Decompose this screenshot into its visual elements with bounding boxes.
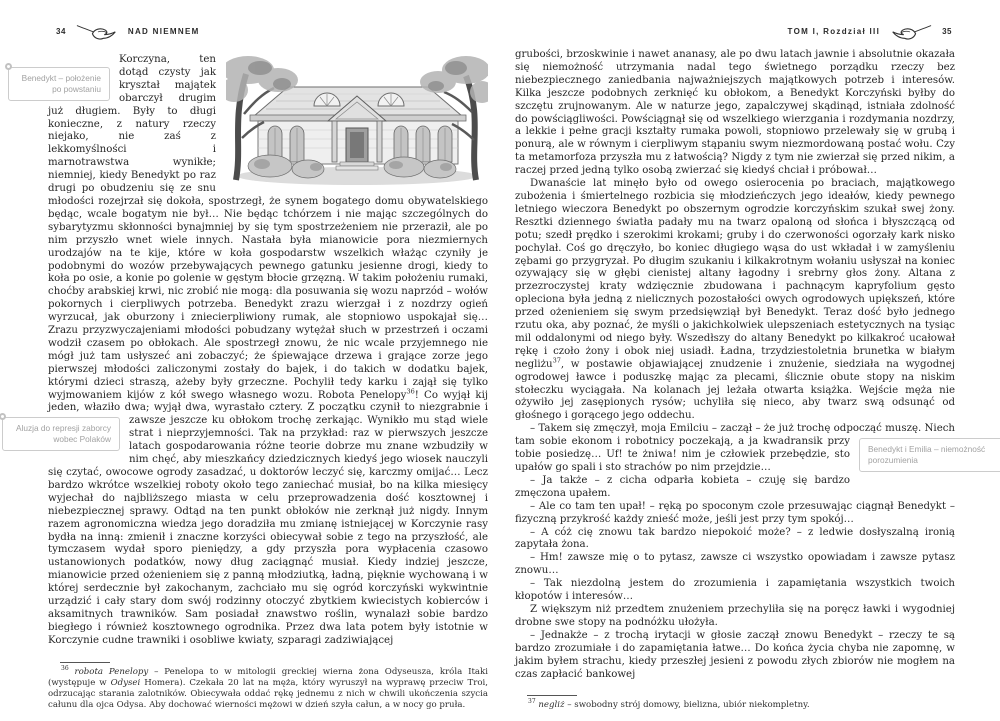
margin-note-label: Benedykt i Emilia – niemożność porozumienia [868, 444, 986, 466]
footnote-text: – swobodny strój domowy, bielizna, ubiór niekompletny. [564, 700, 810, 711]
body-text-segment: ! Co wyjął kij jeden, właziło dwa; wyjął dwa, wyrastało cztery. Z początku czynił to niezgrabnie i zawsze jeszcze ku obłokom trochę [48, 389, 488, 427]
footnote-marker: 36 [61, 664, 69, 672]
dialogue-paragraph: – Ale co tam ten upał! – ręką po spoconym czole przesuwając ciągnął Benedykt – fizyczną przykrość każdy znieść może, jeśli jest przy tym spokój… [515, 500, 955, 525]
left-running-head [56, 20, 200, 42]
margin-note-repression-allusion[interactable] [2, 417, 120, 451]
manor-house-illustration [226, 54, 488, 187]
dialogue-paragraph: – Ja także – z cicha odparła kobieta – czuję się bardzo zmęczona upałem. [515, 474, 850, 499]
left-footnote [48, 662, 488, 711]
footnote-marker: 37 [528, 698, 536, 706]
margin-note-benedykt-emilia[interactable] [859, 438, 1000, 472]
body-text-segment: , w postawie objawiającej znudzenie i znużenie, siedziała na wygodnej ogrodowej ławce i poduszkę mając za plecami, ślicznie obute stopy na niskim stołeczku wyciągała. Na kolanach jej leżała otwarta książka. Wejście męża nie ożywiło jej zasępionych rysów; uchyliła się nieco, aby twarz swą odsunąć od głośnego i gorącego jego oddechu. [515, 358, 955, 422]
right-page-number: 35 [942, 26, 952, 36]
right-page-text-column [515, 49, 986, 711]
body-text-segment: – Takem się zmęczył, moja Emilciu – zaczął – że już trochę odpocząć muszę. Niech tam [515, 423, 955, 448]
narration-paragraph: Z większym niż przedtem znużeniem przechyliła się na poręcz ławki i wygodniej drobne swe stopy na podnóżku ułożyła. [515, 603, 955, 628]
body-text-segment: Korczyna, ten dotąd czysty jak kryształ majątek obarczył drugim już długiem. Były to długi konieczne, z natury rzeczy niejako, nie zaś z lekkomyślności i marnotrawstwa wynikłe; niemniej, kiedy Benedykt po raz drugi po obudzeniu się ze snu młodości rozejrzał się dokoła, spostrzegł, że synem bogatego domu obywatelskiego będąc, wcale bogatym nie był… Nie będąc tchórzem i nie mając szczególnych do sybarytyzmu skłonności bynajmniej by się tym spostrzeżeniem nie przeraził, ale po nim przyszło wnet wiele innych. Nastała była mianowicie pora niezmiernych urodzajów na te kije, które w koła gospodarstw wszelkich włażąc czyniły je podobnymi do wozów przebywających pewnego gatunku jesienne drogi, kiedy to koła po osie, a konie po golenie w gęstym błocie grzęzną. W takim położeniu rumaki, choćby arabskiej krwi, nic zrobić nie mogą: dla posuwania się wozu naprzód – wołów pokornych i cierpliwych potrzeba. Benedykt zrazu wierzgał i z nozdrzy ogień wyrzucał, jak oburzony i zniecierpliwiony rumak, ale stopniowo uspokajał się… Zrazu przyzwyczajeniami młodości pobudzany wytężał słuch w przestrzeń i oczami wodził czasem po obłokach. Ale spostrzegł znowu, że nic wcale przyjemnego nie mógł już tam usłyszeć ani zobaczyć; że śpiewające drzewa i grające zorze jego pierwszej młodości zaliczonymi zostały do bajek, i do takich w dodatku bajek, którymi dzieci straszą, ażeby były grzeczne. Pochylił tedy karku i zajął się tylko wyjmowaniem kijów z kół swego własnego wozu. Robota Penelopy [48, 54, 488, 401]
footnote-text: – Penelopa to w mitologii greckiej wierna żona Odyseusza, króla Itaki (występuje w [48, 666, 489, 688]
dialogue-paragraph: – Hm! zawsze mię o to pytasz, zawsze ci wszystko opowiadam i zawsze pytasz znowu… [515, 552, 955, 577]
footnote-work-title: Odysei [110, 677, 141, 688]
note-anchor-dot[interactable] [0, 413, 6, 420]
swallow-icon [76, 21, 118, 41]
left-running-title: NAD NIEMNEM [127, 26, 200, 36]
body-text-segment: zerkając. Wynikło mu stąd wiele strat i nieprzyjemności. Tak na przykład: raz w pierwszych jeszcze latach gospodarowania różne teorie dobrze mu znane wzbudziły w nim chęć, aby mieszkańcy dziedzicznych kiedyś jego wiosek nauczyli się czytać, owocowe ogrody zasadzać, u doktorów leczyć się, karczmy omijać… Lecz bardzo wkrótce wszelkiej roboty około tego zaniechać musiał, bo na kilka miesięcy wyjechał do najbliższego miasta w celu przeprowadzenia dość kosztownej i niebezpiecznej sprawy. Odtąd na ten punkt obłoków nie zerknął już nigdy. Innym razem agronomiczna wiedza jego doradziła mu zmianę istniejącej w Korczynie rasy bydła na inną: zmienił i znaczne korzyści obiecywał sobie z tego na przyszłość, ale tymczasem wydał sporo pieniędzy, a gdy przyszła pora wypłacenia czasowo ustanowionych podatków, nowy dług zaciągnąć musiał. Kiedy indziej jeszcze, mianowicie przed ożenieniem się z panną młodziutką, ładną, pięknie wychowaną i w której serdecznie był zakochanym, zachciało mu się ogród korczyński wykwintnie urządzić i cały stary dom swój rodzinny otoczyć zbytkiem kwiecistych kobierców i aksamitnych trawników. Sam posiadał znawstwo roślin, wynalazł sobie bardzo biegłego i również kosztownego ogrodnika. Przez dwa lata potem były istotnie w Korczynie cudne trawniki i osobliwe kwiaty, szparagi zadziwiającej [48, 415, 488, 646]
body-text-segment: sobie ekonom i robotnicy poczekają, a ja kwadransik przy tobie posiedzę… Uf! te żniwa! nim je człowiek przebędzie, sto upałów go spali i sto strachów po nim przejdzie… [515, 436, 850, 473]
footnote-separator [60, 662, 110, 663]
paragraph-twelve-years [515, 178, 955, 423]
footnote-ref-37[interactable]: 37 [552, 356, 561, 365]
footnote-ref-36[interactable]: 36 [406, 387, 415, 396]
margin-note-label: Benedykt – położenie po powstaniu [21, 73, 101, 94]
footnote-term: robota Penelopy [74, 666, 149, 677]
dialogue-paragraph: – A cóż cię znowu tak bardzo niepokoić może? – z ledwie dosłyszalną ironią zapytała żona. [515, 526, 955, 551]
right-footnote [515, 695, 955, 711]
right-running-head [788, 20, 952, 42]
footnote-separator [527, 695, 577, 696]
paragraph-continuation: grubości, brzoskwinie i nawet ananasy, ale po dwu latach jawnie i absolutnie okazała się niemożność utrzymania nadal tego świetnego porządku rzeczy bez niebezpiecznego zaniedbania najważniejszych majątkowych potrzeb i interesów. Kilka jeszcze podobnych zerknięć ku obłokom, a Benedykt Korczyński byłby do szczętu zrujnowanym. Ale w naturze jego, zapalczywej skądinąd, istniała zdolność do powściągliwości. Powściągnął się od wszelkiego wierzgania i rozdymania nozdrzy, a lekkie i pełne gracji kształty rumaka powoli, stopniowo przelewały się w grubą i ponurą, ale w równym i cierpliwym stąpaniu swym niezmordowaną postać wołu. Czy ta metamorfoza przyszła mu z łatwością? Nigdy z tym nie zwierzał się przed nikim, a raczej przed jedną tylko osobą zwierzać się kiedyś chciał i próbował… [515, 49, 955, 177]
margin-note-benedykt-position[interactable] [8, 67, 110, 101]
footnote-term: negliż [538, 700, 565, 711]
left-page-number: 34 [56, 26, 66, 36]
swallow-icon [890, 21, 932, 41]
dialogue-paragraph: – Tak niezdolną jestem do zrozumienia i zapamiętania wszystkich twoich kłopotów i interesów… [515, 578, 955, 603]
left-page-text-column [16, 54, 489, 711]
body-text-segment: Dwanaście lat minęło było od owego osierocenia po braciach, majątkowego zubożenia i śmiertelnego rozbicia się młodzieńczych jego ideałów, kiedy pewnego letniego wieczora Benedykt po obszernym ogrodzie korczyńskim szukał swej żony. Resztki dziennego światła padały mu na twarz opaloną od słońca i błyszczącą od potu; szedł prędko i szerokimi krokami; gruby i do czerwoności ogorzały kark nisko pochylał. Coś go dręczyło, bo koniec długiego wąsa do ust wkładał i w zamyśleniu zębami go przygryzał. Po długim szukaniu i kilkakrotnym wołaniu usłyszał na koniec ozywający się w głębi cienistej altany łagodny i srebrny głos żony. Altana z przezroczystej kraty wdzięcznie zbudowana i pachnącym kapryfolium gęsto opleciona była jedną z nielicznych pozostałości owych ogrodowych upiększeń, które przed ożenieniem się swym przedsięwziął był Benedykt. Teraz dość było jednego rzutu oka, aby poznać, że myśli o jakichkolwiek ulepszeniach estetycznych na tysiąc mil oddalonymi od niego były. Wszedłszy do altany Benedykt po kilkakroć ucałował rękę i czoło żony i obok niej usiadł. Ładna, trzydziestoletnia brunetka w białym negliżu [515, 178, 955, 370]
dialogue-paragraph: – Jednakże – z trochą irytacji w głosie zaczął znowu Benedykt – rzeczy te są bardzo zrozumiałe i do zapamiętania łatwe… Do końca życia chyba nie zapomnę, w jakim byłem strachu, kiedy przeszłej jesieni z powodu złych zbiorów nie mogłem na czas zapłacić bankowej [515, 629, 955, 680]
right-running-section: TOM I, Rozdział III [787, 26, 881, 36]
dialogue-paragraph [515, 423, 986, 475]
footnote-text: Homera). Czekała 20 lat na męża, który wyruszył na wyprawę przeciw Troi, odrzucając starania zalotników. Obiecywała oddać rękę jednemu z nich w chwili ukończenia szycia całunu dla ojca Odysa. Aby dochować wierności mężowi w dzień szyła całun, a w nocy go pruła. [48, 677, 489, 710]
note-anchor-dot[interactable] [5, 63, 12, 70]
margin-note-label: Aluzja do represji zaborcy wobec Polaków [16, 423, 111, 445]
left-page-paragraph [16, 54, 488, 648]
